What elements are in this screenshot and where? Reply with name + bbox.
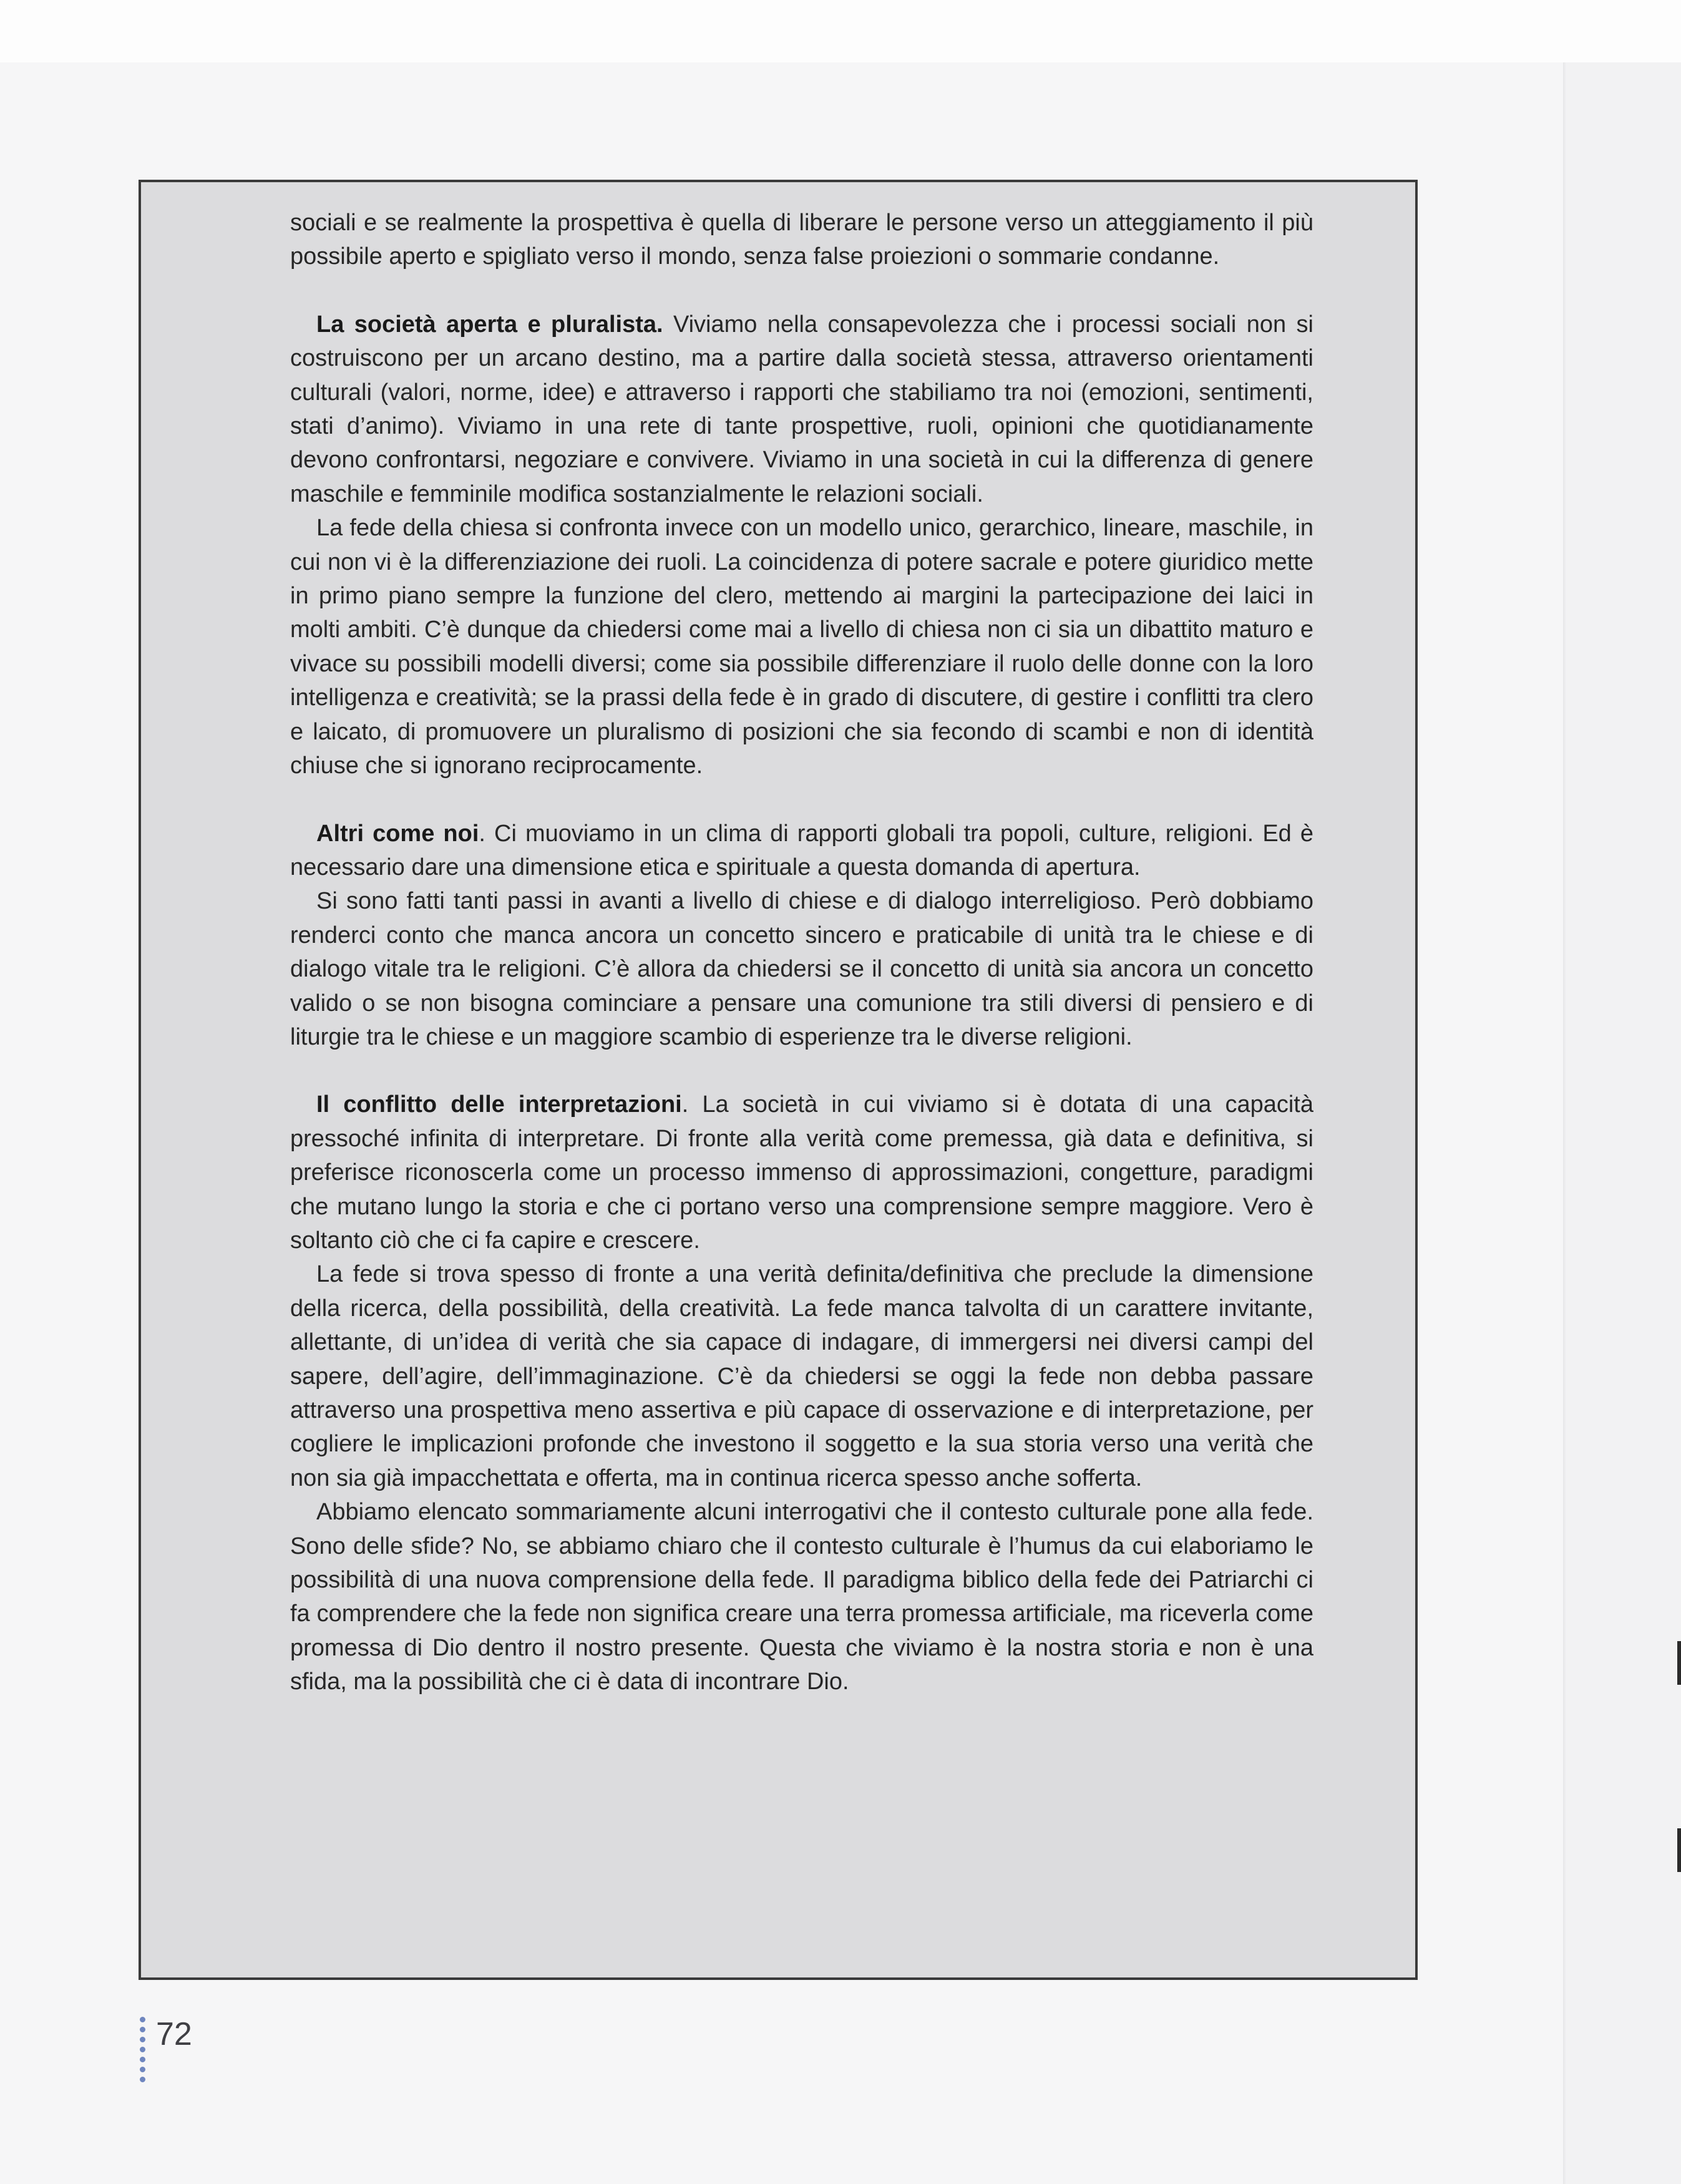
paragraph-faith-truth bbox=[290, 1257, 1313, 1495]
paragraph-open-society bbox=[290, 308, 1313, 511]
decorative-dot bbox=[140, 2037, 145, 2042]
decorative-dot bbox=[140, 2077, 145, 2082]
article-body bbox=[290, 206, 1313, 1699]
decorative-dot bbox=[140, 2027, 145, 2032]
section-heading-open-society: La società aperta e pluralista. bbox=[316, 311, 663, 338]
page-number: 72 bbox=[156, 2016, 192, 2052]
decorative-dot bbox=[140, 2047, 145, 2052]
paragraph-text: . Ci muoviamo in un clima di rapporti globali tra popoli, culture, religioni. Ed è necessario dare una dimensione etica e spirituale a questa domanda di apertura. bbox=[290, 820, 1313, 880]
paragraph-text: Si sono fatti tanti passi in avanti a livello di chiese e di dialogo interreligioso. Però dobbiamo renderci conto che manca ancora un concetto sincero e praticabile di unità tra le chiese e di dialogo vitale tra le religioni. C’è allora da chiedersi se il concetto di unità sia ancora un concetto valido o se non bisogna cominciare a pensare una comunione tra stili diversi di pensiero e di liturgie tra le chiese e un maggiore scambio di esperienze tra le diverse religioni. bbox=[290, 888, 1313, 1050]
paragraph-conclusion bbox=[290, 1495, 1313, 1699]
scan-background-top bbox=[0, 0, 1681, 62]
paragraph-text: La fede della chiesa si confronta invece con un modello unico, gerarchico, lineare, maschile, in cui non vi è la differenziazione dei ruoli. La coincidenza di potere sacrale e potere giuridico mette in primo piano sempre la funzione del clero, mettendo ai margini la partecipazione dei laici in molti ambiti. C’è dunque da chiedersi come mai a livello di chiesa non ci sia un dibattito maturo e vivace su possibili modelli diversi; come sia possibile differenziare il ruolo delle donne con la loro intelligenza e creatività; se la prassi della fede è in grado di discutere, di gestire i conflitti tra clero e laicato, di promuovere un pluralismo di posizioni che sia fecondo di scambi e non di identità chiuse che si ignorano reciprocamente. bbox=[290, 515, 1313, 779]
paragraph-continuation bbox=[290, 206, 1313, 274]
decorative-dot bbox=[140, 2067, 145, 2072]
paragraph-text: La fede si trova spesso di fronte a una verità definita/definitiva che preclude la dimensione della ricerca, della possibilità, della creatività. La fede manca talvolta di un carattere invitante, allettante, di un’idea di verità che sia capace di indagare, di immergersi nei diversi campi del sapere, dell’agire, dell’immaginazione. C’è da chiedersi se oggi la fede non debba passare attraverso una prospettiva meno assertiva e più capace di osservazione e di interpretazione, per cogliere le implicazioni profonde che investono il soggetto e la sua storia verso una verità che non sia già impacchettata e offerta, ma in continua ricerca spesso anche sofferta. bbox=[290, 1261, 1313, 1491]
paragraph-church-model bbox=[290, 511, 1313, 782]
section-heading-others-like-us: Altri come noi bbox=[316, 820, 479, 847]
section-heading-interpretations: Il conflitto delle interpretazioni bbox=[316, 1091, 682, 1118]
decorative-dot bbox=[140, 2057, 145, 2062]
adjacent-page-strip bbox=[1567, 62, 1681, 2184]
paragraph-text: Viviamo nella consapevolezza che i processi sociali non si costruiscono per un arcano destino, ma a partire dalla società stessa, attraverso orientamenti culturali (valori, norme, idee) e attraverso i rapporti che stabiliamo tra noi (emozioni, sentimenti, stati d’animo). Viviamo in una rete di tante prospettive, ruoli, opinioni che quotidianamente devono confrontarsi, negoziare e convivere. Viviamo in una società in cui la differenza di genere maschile e femminile modifica sostanzialmente le relazioni sociali. bbox=[290, 311, 1313, 507]
paragraph-interreligious-dialogue bbox=[290, 884, 1313, 1054]
paragraph-interpretations bbox=[290, 1088, 1313, 1257]
paragraph-text: Abbiamo elencato sommariamente alcuni interrogativi che il contesto culturale pone alla fede. Sono delle sfide? No, se abbiamo chiaro che il contesto culturale è l’humus da cui elaboriamo le possibilità di una nuova comprensione della fede. Il paradigma biblico della fede dei Patriarchi ci fa comprendere che la fede non significa creare una terra promessa artificiale, ma riceverla come promessa di Dio dentro il nostro presente. Questa che viviamo è la nostra storia e non è una sfida, ma la possibilità che ci è data di incontrare Dio. bbox=[290, 1499, 1313, 1695]
page-tab-marker-upper bbox=[1677, 1641, 1681, 1685]
page-tab-marker-lower bbox=[1677, 1828, 1681, 1872]
paragraph-others-like-us bbox=[290, 817, 1313, 885]
decorative-dot bbox=[140, 2017, 145, 2022]
paragraph-text: . La società in cui viviamo si è dotata di una capacità pressoché infinita di interpretare. Di fronte alla verità come premessa, già data e definitiva, si preferisce riconoscerla come un processo immenso di approssimazioni, congetture, paradigmi che mutano lungo la storia e che ci portano verso una comprensione sempre maggiore. Vero è soltanto ciò che ci fa capire e crescere. bbox=[290, 1091, 1313, 1254]
page-number-dots bbox=[140, 2017, 146, 2087]
paragraph-text: sociali e se realmente la prospettiva è quella di liberare le persone verso un atteggiamento il più possibile aperto e spigliato verso il mondo, senza false proiezioni o sommarie condanne. bbox=[290, 210, 1313, 270]
